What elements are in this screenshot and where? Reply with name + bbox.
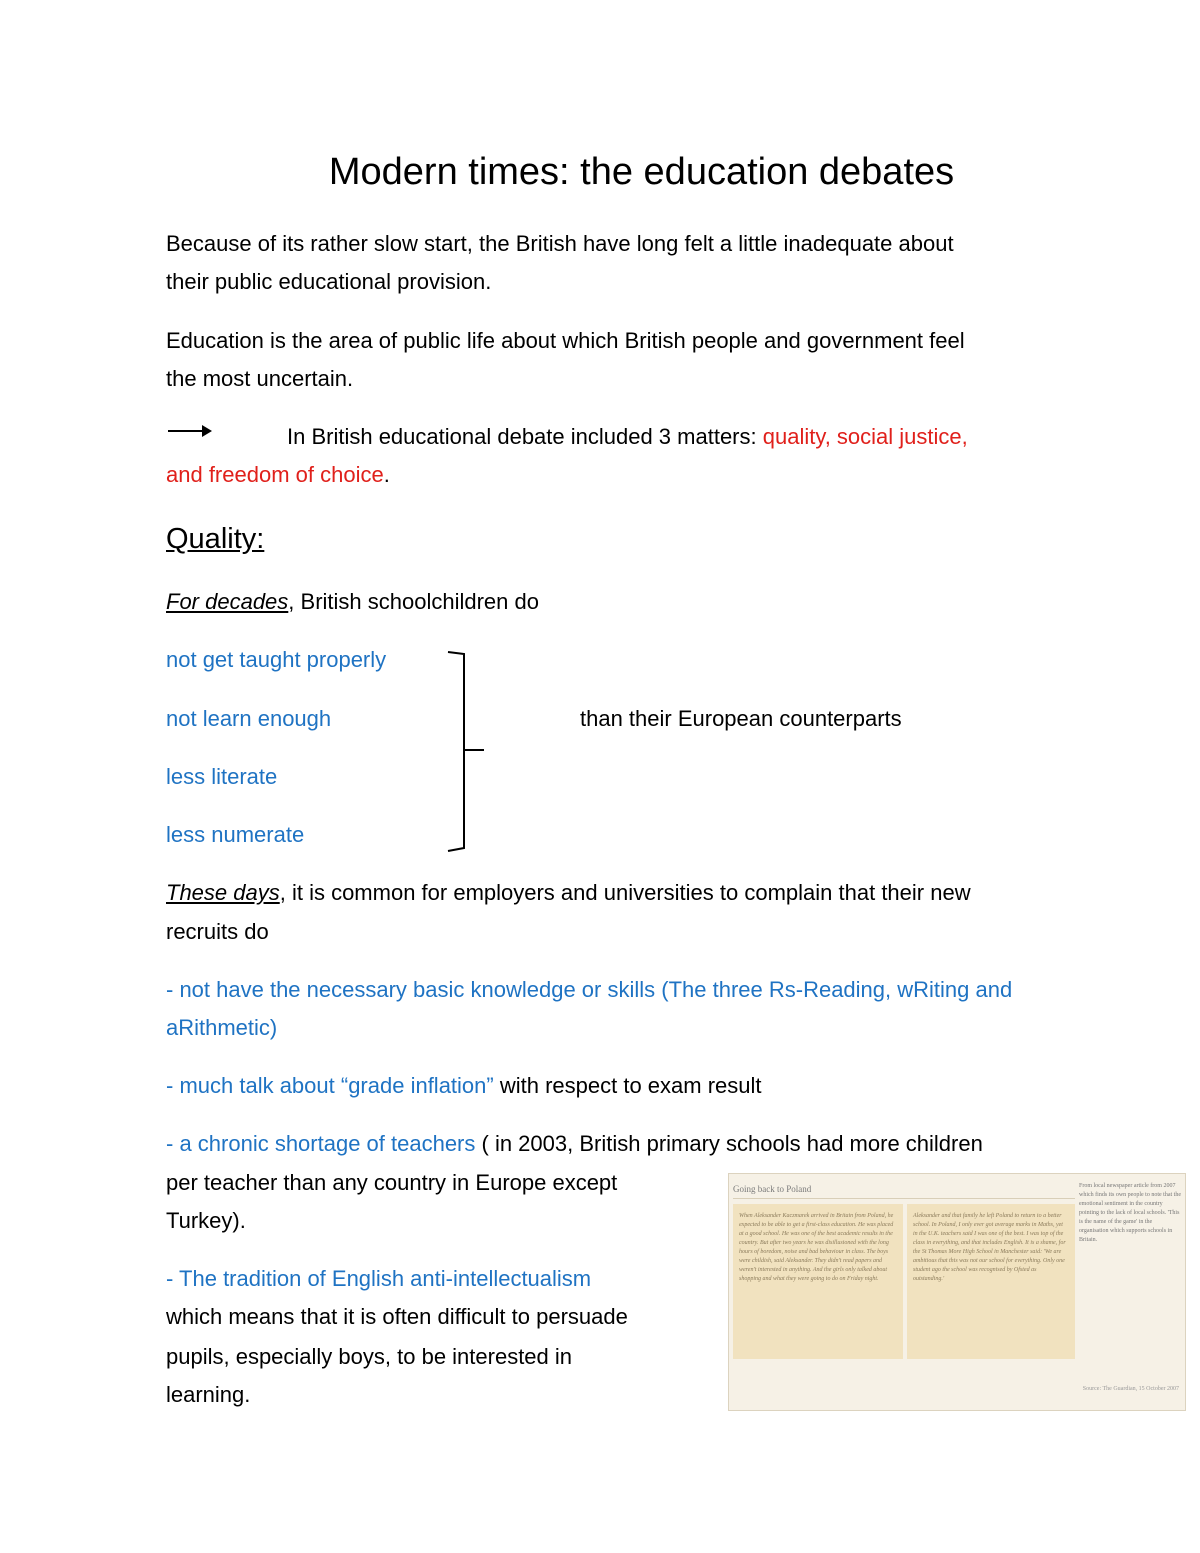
list-item: not learn enough <box>166 706 332 731</box>
intro-paragraph-2-line-2: the most uncertain. <box>166 366 354 391</box>
three-matters-end: . <box>383 462 390 487</box>
clipping-column-2: Aleksander and that family he left Poland to return to a better school. In Poland, I only ever got average marks in Maths, yet in the U.K. teachers said I was one of the best. I was top of the class in everything, and that includes English. It is a shame, for the St Thomas More High School in Manchester said: 'We are ambitious that this was not our school for everything. Only one student ago the school was recognised by Ofsted as outstanding.' <box>907 1204 1075 1359</box>
bullet-teacher-shortage-blue: - a chronic shortage of teachers <box>166 1131 476 1156</box>
bullet-grade-inflation-blue: - much talk about “grade inflation” <box>166 1073 494 1098</box>
bullet-anti-intellectualism-line-2: which means that it is often difficult to persuade <box>166 1304 628 1329</box>
intro-paragraph-1-line-2: their public educational provision. <box>166 269 492 294</box>
bullet-basic-skills-line-1: - not have the necessary basic knowledge or skills (The three Rs-Reading, wRiting and <box>166 977 1013 1002</box>
intro-paragraph-2-line-1: Education is the area of public life about which British people and government feel <box>166 328 965 353</box>
bullet-grade-inflation <box>166 1068 762 1104</box>
three-matters-line-1 <box>287 419 968 455</box>
bullet-anti-intellectualism-line-4: learning. <box>166 1382 251 1407</box>
quality-heading: Quality: <box>166 523 265 555</box>
three-matters-red-2: and freedom of choice <box>166 462 384 487</box>
three-matters-text: In British educational debate included 3 matters: <box>287 424 763 449</box>
clipping-sidebar: From local newspaper article from 2007 which finds its own people to note that the emotional sentiment in the country pointing to the lack of local schools. 'This is the name of the game' in the organisation which supports schools in Britain. <box>1079 1183 1181 1243</box>
bullet-basic-skills-line-2: aRithmetic) <box>166 1015 278 1040</box>
list-item: not get taught properly <box>166 647 387 672</box>
right-brace-bracket <box>440 648 500 854</box>
for-decades-line <box>166 584 539 620</box>
bullet-grade-inflation-rest: with respect to exam result <box>493 1073 762 1098</box>
right-arrow-icon <box>166 420 216 440</box>
these-days-rest: , it is common for employers and universities to complain that their new <box>279 880 971 905</box>
list-item: less literate <box>166 764 278 789</box>
bullet-anti-intellectualism-line-1: - The tradition of English anti-intellectualism <box>166 1266 592 1291</box>
bullet-teacher-shortage-line-3: Turkey). <box>166 1208 246 1233</box>
these-days-line-2: recruits do <box>166 919 269 944</box>
page-title: Modern times: the education debates <box>328 151 955 193</box>
clipping-source: Source: The Guardian, 15 October 2007 <box>1082 1386 1179 1392</box>
three-matters-red-1: quality, social justice, <box>762 424 968 449</box>
clipping-column-1: When Aleksander Kaczmarek arrived in Britain from Poland, he expected to be able to get a first-class education. He was placed at a good school. He was one of the best academic results in the country. But after two years he was disillusioned with the long hours of boredom, noise and bad behaviour in class. The boys were childish, said Aleksander. They didn't read papers and weren't interested in anything. And the girls only talked about shopping and what they were going to do on Friday night. <box>733 1204 903 1359</box>
clipping-heading: Going back to Poland <box>733 1184 812 1194</box>
three-matters-line-2 <box>166 457 390 493</box>
bullet-anti-intellectualism-line-3: pupils, especially boys, to be interested in <box>166 1344 573 1369</box>
bullet-teacher-shortage-line-2: per teacher than any country in Europe except <box>166 1170 618 1195</box>
intro-paragraph-1-line-1: Because of its rather slow start, the British have long felt a little inadequate about <box>166 231 954 256</box>
bullet-teacher-shortage-rest: ( in 2003, British primary schools had more children <box>475 1131 983 1156</box>
clipping-divider <box>733 1198 1075 1199</box>
list-item: less numerate <box>166 822 305 847</box>
these-days-line-1 <box>166 875 971 911</box>
newspaper-clipping-image <box>728 1173 1186 1411</box>
bullet-teacher-shortage-line-1 <box>166 1126 983 1162</box>
for-decades-label: For decades <box>166 589 289 614</box>
for-decades-rest: , British schoolchildren do <box>288 589 539 614</box>
these-days-label: These days <box>166 880 280 905</box>
bracket-caption: than their European counterparts <box>580 706 902 731</box>
